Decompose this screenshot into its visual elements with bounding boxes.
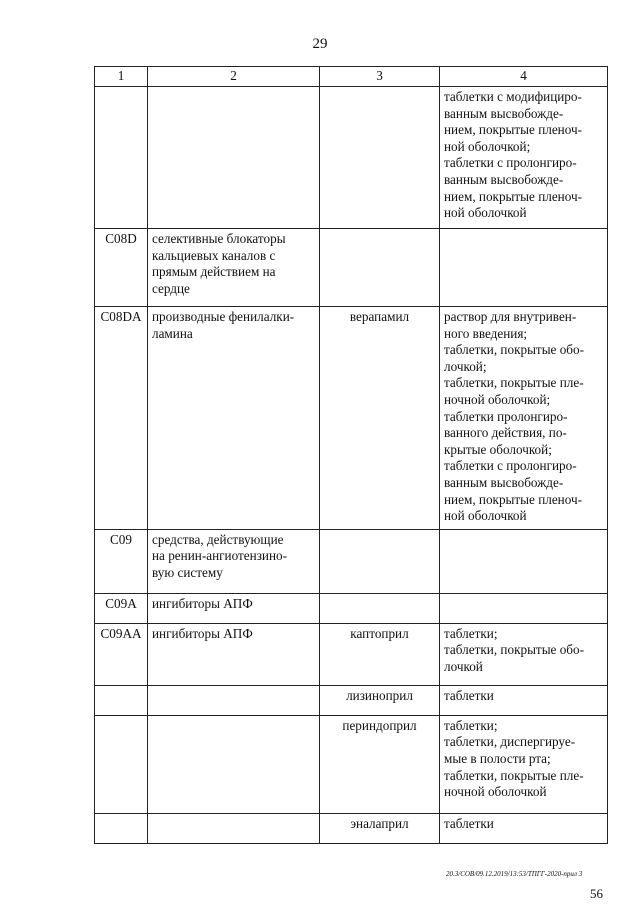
table-header-row	[95, 67, 608, 87]
table-row	[95, 813, 608, 843]
drug-name-cell: верапамил	[320, 307, 440, 530]
table-row	[95, 715, 608, 813]
header-col-3: 3	[320, 67, 440, 87]
dosage-form-line: ванного действия, по-	[444, 425, 567, 441]
atc-code-cell	[95, 715, 148, 813]
group-name-line: производные фенилалки-	[152, 309, 295, 324]
dosage-form-cell	[440, 685, 608, 715]
table-row	[95, 87, 608, 229]
group-name-cell	[148, 813, 320, 843]
group-name-line: селективные блокаторы	[152, 231, 286, 246]
dosage-form-line: ночной оболочкой;	[444, 391, 551, 407]
dosage-form-line: таблетки, покрытые пле-	[444, 375, 584, 391]
dosage-form-line: мые в полости рта;	[444, 750, 551, 766]
dosage-form-cell	[440, 229, 608, 307]
drug-name-cell: каптоприл	[320, 623, 440, 685]
atc-code-cell: C08DA	[95, 307, 148, 530]
group-name-cell	[148, 715, 320, 813]
dosage-form-line: таблетки	[444, 815, 494, 831]
dosage-form-line: таблетки;	[444, 717, 498, 733]
atc-code-cell	[95, 813, 148, 843]
group-name-cell	[148, 87, 320, 229]
dosage-form-line: лочкой;	[444, 358, 487, 374]
table-row	[95, 307, 608, 530]
dosage-form-cell	[440, 307, 608, 530]
dosage-form-line: таблетки;	[444, 625, 498, 641]
group-name-line: ламина	[152, 325, 193, 341]
page-number: 29	[312, 36, 328, 52]
dosage-form-line: ванным высвобожде-	[444, 474, 564, 490]
footer-sheet-number: 56	[590, 886, 603, 901]
drug-name-cell	[320, 593, 440, 623]
atc-code-cell: C09AA	[95, 623, 148, 685]
dosage-form-line: ночной оболочкой	[444, 784, 547, 800]
drug-name-cell	[320, 529, 440, 593]
group-name-cell	[148, 593, 320, 623]
dosage-form-line: крытые оболочкой;	[444, 441, 552, 457]
table-row	[95, 623, 608, 685]
header-col-2: 2	[148, 67, 320, 87]
dosage-form-line: таблетки с пролонгиро-	[444, 458, 577, 474]
dosage-form-line: лочкой	[444, 658, 483, 674]
dosage-form-line: таблетки с пролонгиро-	[444, 155, 577, 171]
dosage-form-cell	[440, 529, 608, 593]
atc-code-cell: C09	[95, 529, 148, 593]
dosage-form-line: таблетки пролонгиро-	[444, 408, 568, 424]
group-name-cell	[148, 623, 320, 685]
dosage-form-line: нием, покрытые пленоч-	[444, 491, 583, 507]
dosage-form-cell	[440, 715, 608, 813]
dosage-form-line: раствор для внутривен-	[444, 309, 577, 324]
dosage-form-line: ванным высвобожде-	[444, 171, 564, 187]
dosage-form-cell	[440, 813, 608, 843]
drug-name-cell: периндоприл	[320, 715, 440, 813]
dosage-form-line: ной оболочкой;	[444, 138, 531, 154]
dosage-form-line: таблетки с модифициро-	[444, 89, 582, 104]
table-body	[95, 87, 608, 844]
drug-name-cell	[320, 87, 440, 229]
header-col-1: 1	[95, 67, 148, 87]
group-name-line: ингибиторы АПФ	[152, 625, 253, 641]
dosage-form-line: таблетки, покрытые пле-	[444, 767, 584, 783]
group-name-line: вую систему	[152, 564, 223, 580]
group-name-line: средства, действующие	[152, 531, 284, 547]
drug-name-cell: лизиноприл	[320, 685, 440, 715]
dosage-form-line: таблетки	[444, 687, 494, 703]
group-name-cell	[148, 529, 320, 593]
dosage-form-cell	[440, 593, 608, 623]
atc-code-cell	[95, 87, 148, 229]
group-name-line: прямым действием на	[152, 264, 276, 280]
group-name-cell	[148, 685, 320, 715]
atc-code-cell	[95, 685, 148, 715]
group-name-line: сердце	[152, 280, 190, 296]
dosage-form-line: ного введения;	[444, 325, 528, 341]
dosage-form-line: ванным высвобожде-	[444, 105, 564, 121]
group-name-line: на ренин-ангиотензино-	[152, 548, 287, 564]
table-row	[95, 529, 608, 593]
dosage-form-cell	[440, 87, 608, 229]
atc-code-cell: C08D	[95, 229, 148, 307]
footer-document-code: 20.3/СОВ/09.12.2019/13:53/ТПГГ-2020-прил 3	[446, 870, 583, 878]
group-name-line: ингибиторы АПФ	[152, 595, 253, 611]
dosage-form-line: нием, покрытые пленоч-	[444, 122, 583, 138]
dosage-form-line: ной оболочкой	[444, 205, 527, 221]
dosage-form-line: ной оболочкой	[444, 508, 527, 524]
header-col-4: 4	[440, 67, 608, 87]
table-row	[95, 593, 608, 623]
dosage-form-cell	[440, 623, 608, 685]
dosage-form-line: таблетки, покрытые обо-	[444, 642, 584, 658]
dosage-form-line: нием, покрытые пленоч-	[444, 188, 583, 204]
drug-name-cell	[320, 229, 440, 307]
group-name-line: кальциевых каналов с	[152, 247, 276, 263]
atc-code-cell: C09A	[95, 593, 148, 623]
group-name-cell	[148, 307, 320, 530]
dosage-form-line: таблетки, покрытые обо-	[444, 342, 584, 358]
table-row	[95, 685, 608, 715]
drug-name-cell: эналаприл	[320, 813, 440, 843]
dosage-form-line: таблетки, диспергируе-	[444, 734, 576, 750]
group-name-cell	[148, 229, 320, 307]
table-row	[95, 229, 608, 307]
medication-table	[94, 66, 608, 844]
